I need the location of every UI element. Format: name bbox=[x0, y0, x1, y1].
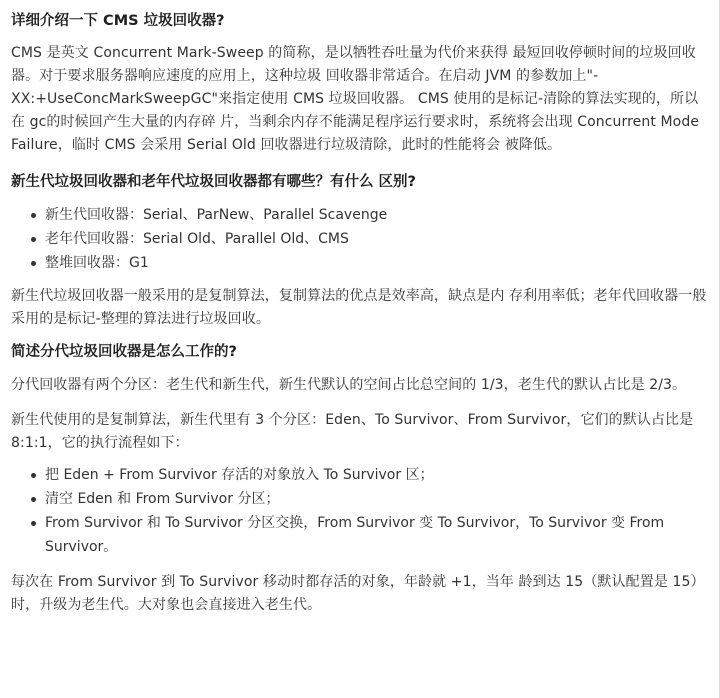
process-steps bbox=[11, 463, 711, 559]
paragraph-young-generation: 新生代使用的是复制算法，新生代里有 3 个分区：Eden、To Survivor、From Survivor，它们的默认占比是 8:1:1，它的执行流程如下： bbox=[11, 412, 694, 451]
heading-cms: 详细介绍一下 CMS 垃圾回收器? bbox=[11, 13, 225, 29]
paragraph-partitions: 分代回收器有两个分区：老生代和新生代，新生代默认的空间占比总空间的 1/3，老生代的默认占比是 2/3。 bbox=[11, 377, 687, 393]
paragraph-collectors: 新生代垃圾回收器一般采用的是复制算法，复制算法的优点是效率高，缺点是内 存利用率低；老年代回收器一般采用的是标记-整理的算法进行垃圾回收。 bbox=[11, 288, 707, 327]
heading-generational: 简述分代垃圾回收器是怎么工作的? bbox=[11, 344, 237, 360]
list-item: 老年代回收器：Serial Old、Parallel Old、CMS bbox=[11, 227, 711, 251]
list-item: 新生代回收器：Serial、ParNew、Parallel Scavenge bbox=[11, 203, 711, 227]
list-item: From Survivor 和 To Survivor 分区交换，From Survivor 变 To Survivor，To Survivor 变 From Survivor。 bbox=[11, 511, 711, 559]
paragraph-cms: CMS 是英文 Concurrent Mark-Sweep 的简称，是以牺牲吞吐量为代价来获得 最短回收停顿时间的垃圾回收器。对于要求服务器响应速度的应用上，这种垃圾 回收器非常适合。在启动 JVM 的参数加上"-XX:+UseConcMarkSweepGC"来指定使用 CMS 垃圾回收器。 CMS 使用的是标记-清除的算法实现的，所以在 gc的时候回产生大量的内存碎 片，当剩余内存不能满足程序运行要求时，系统将会出现 Concurrent Mode Failure，临时 CMS 会采用 Serial Old 回收器进行垃圾清除，此时的性能将会 被降低。 bbox=[11, 45, 700, 153]
list-item: 清空 Eden 和 From Survivor 分区； bbox=[11, 487, 711, 511]
heading-collectors: 新生代垃圾回收器和老年代垃圾回收器都有哪些？有什么 区别? bbox=[11, 174, 416, 190]
paragraph-aging: 每次在 From Survivor 到 To Survivor 移动时都存活的对象，年龄就 +1，当年 龄到达 15（默认配置是 15）时，升级为老生代。大对象也会直接进入老生代。 bbox=[11, 574, 705, 613]
list-item: 把 Eden + From Survivor 存活的对象放入 To Survivor 区； bbox=[11, 463, 711, 487]
collector-list bbox=[11, 203, 711, 275]
list-item: 整堆回收器：G1 bbox=[11, 251, 711, 275]
